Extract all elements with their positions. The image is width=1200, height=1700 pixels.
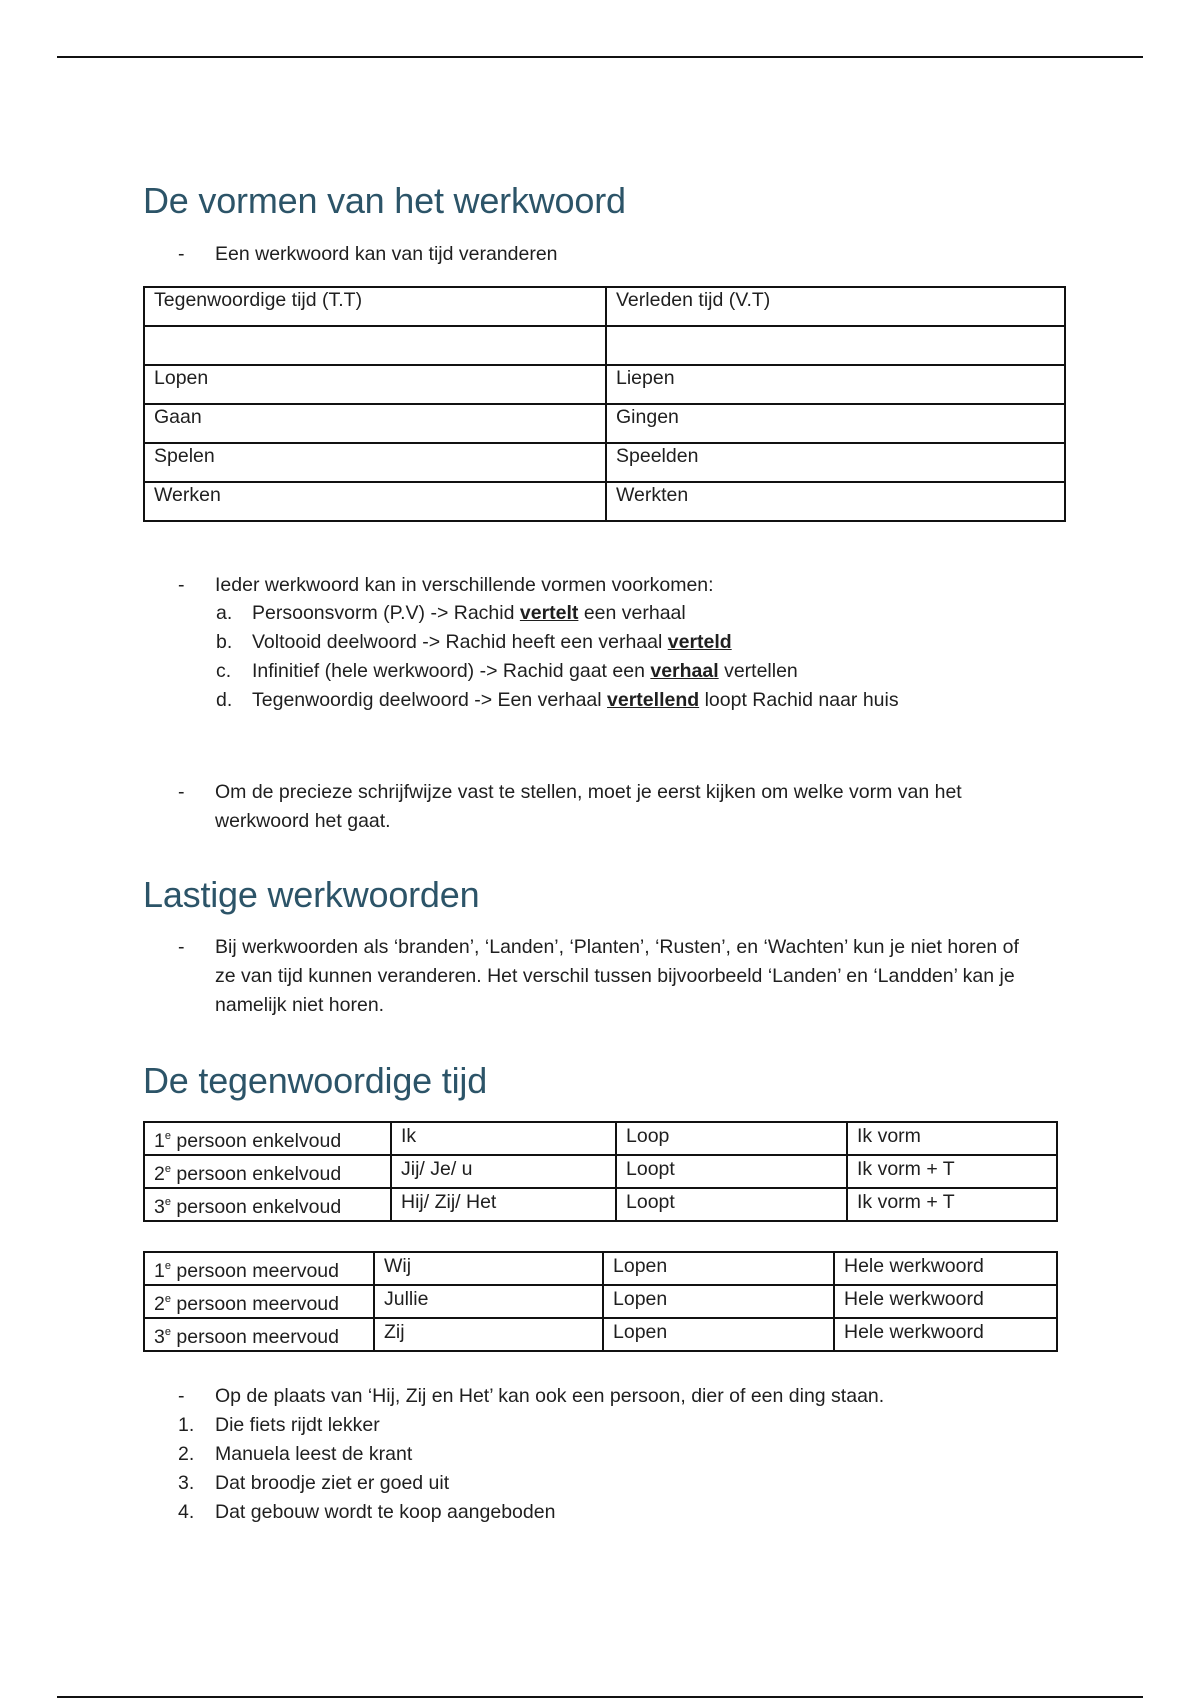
table-cell: Lopen — [144, 365, 606, 404]
person-ord: e — [164, 1293, 171, 1305]
pronoun-cell: Ik — [391, 1122, 616, 1155]
form-text — [252, 628, 732, 657]
table-cell: Liepen — [606, 365, 1065, 404]
form-post: een verhaal — [578, 602, 686, 624]
person-label: persoon enkelvoud — [170, 1196, 342, 1218]
person-label: persoon meervoud — [170, 1326, 340, 1348]
form-bold: verteld — [667, 631, 732, 653]
pronoun-cell: Wij — [374, 1252, 603, 1285]
list-letter: a. — [216, 602, 233, 624]
person-label: persoon meervoud — [170, 1260, 340, 1282]
table-cell: Werken — [144, 482, 606, 521]
bullet-text: Om de precieze schrijfwijze vast te stellen, moet je eerst kijken om welke vorm van het werkwoord het gaat. — [215, 781, 962, 832]
plural-table — [143, 1251, 1058, 1352]
form-post: vertellen — [718, 660, 798, 682]
form-text — [252, 657, 798, 686]
person-num: 1 — [154, 1130, 165, 1152]
table-cell: Werkten — [606, 482, 1065, 521]
rule-cell: Hele werkwoord — [834, 1285, 1057, 1318]
person-label: persoon meervoud — [170, 1293, 340, 1315]
heading-vormen: De vormen van het werkwoord — [143, 180, 626, 221]
example-text: Manuela leest de krant — [215, 1443, 413, 1465]
table-cell — [144, 326, 606, 365]
verb-cell: Lopen — [603, 1285, 834, 1318]
table-row — [144, 404, 1065, 443]
form-post: loopt Rachid naar huis — [699, 689, 899, 711]
example-text: Dat gebouw wordt te koop aangeboden — [215, 1501, 556, 1523]
bullet-text: Bij werkwoorden als ‘branden’, ‘Landen’, ‘Planten’, ‘Rusten’, en ‘Wachten’ kun je niet horen of ze van tijd kunnen veranderen. Het verschil tussen bijvoorbeeld ‘Landen’ en ‘Landden’ kan je namelijk niet horen. — [215, 936, 1019, 1016]
table-row — [144, 1285, 1057, 1318]
table-row — [144, 1318, 1057, 1351]
list-number: 2. — [178, 1443, 195, 1465]
person-ord: e — [164, 1163, 171, 1175]
form-bold: vertelt — [519, 602, 579, 624]
heading-tegenwoordige: De tegenwoordige tijd — [143, 1060, 488, 1101]
bullet-dash: - — [178, 1385, 185, 1407]
form-text — [252, 686, 899, 715]
person-num: 2 — [154, 1163, 165, 1185]
table-header-row — [144, 287, 1065, 326]
person-cell — [144, 1285, 374, 1318]
heading-lastige: Lastige werkwoorden — [143, 874, 480, 915]
table-row — [144, 1252, 1057, 1285]
form-pre: Voltooid deelwoord -> Rachid heeft een verhaal — [252, 631, 668, 653]
list-number: 4. — [178, 1501, 195, 1523]
person-num: 1 — [154, 1260, 165, 1282]
table-cell — [606, 326, 1065, 365]
pronoun-cell: Jij/ Je/ u — [391, 1155, 616, 1188]
person-cell — [144, 1122, 391, 1155]
form-bold: vertellend — [607, 689, 700, 711]
person-num: 2 — [154, 1293, 165, 1315]
person-ord: e — [164, 1326, 171, 1338]
pronoun-cell: Jullie — [374, 1285, 603, 1318]
table-row — [144, 1188, 1057, 1221]
person-num: 3 — [154, 1326, 165, 1348]
bullet-dash: - — [178, 781, 185, 803]
verb-cell: Loopt — [616, 1188, 847, 1221]
bullet-text: Ieder werkwoord kan in verschillende vormen voorkomen: — [215, 574, 714, 596]
verb-cell: Lopen — [603, 1252, 834, 1285]
person-label: persoon enkelvoud — [170, 1163, 342, 1185]
example-text: Die fiets rijdt lekker — [215, 1414, 380, 1436]
form-bold: verhaal — [650, 660, 719, 682]
bullet-dash: - — [178, 574, 185, 596]
person-ord: e — [164, 1130, 171, 1142]
person-cell — [144, 1188, 391, 1221]
pronoun-cell: Zij — [374, 1318, 603, 1351]
table-row — [144, 326, 1065, 365]
table-cell: Gaan — [144, 404, 606, 443]
table-cell: Gingen — [606, 404, 1065, 443]
bullet-text: Op de plaats van ‘Hij, Zij en Het’ kan ook een persoon, dier of een ding staan. — [215, 1385, 885, 1407]
list-letter: d. — [216, 689, 233, 711]
table-cell: Spelen — [144, 443, 606, 482]
rule-cell: Ik vorm — [847, 1122, 1057, 1155]
pronoun-cell: Hij/ Zij/ Het — [391, 1188, 616, 1221]
person-cell — [144, 1318, 374, 1351]
person-ord: e — [164, 1196, 171, 1208]
table-row — [144, 482, 1065, 521]
table-row — [144, 443, 1065, 482]
table-row — [144, 1155, 1057, 1188]
list-letter: c. — [216, 660, 232, 682]
person-label: persoon enkelvoud — [170, 1130, 342, 1152]
rule-cell: Hele werkwoord — [834, 1252, 1057, 1285]
example-text: Dat broodje ziet er goed uit — [215, 1472, 450, 1494]
list-number: 3. — [178, 1472, 195, 1494]
rule-cell: Ik vorm + T — [847, 1155, 1057, 1188]
bullet-text: Een werkwoord kan van tijd veranderen — [215, 243, 558, 265]
form-pre: Tegenwoordig deelwoord -> Een verhaal — [252, 689, 608, 711]
bullet-dash: - — [178, 936, 185, 958]
tense-table — [143, 286, 1066, 522]
form-pre: Infinitief (hele werkwoord) -> Rachid gaat een — [252, 660, 651, 682]
table-header-cell: Verleden tijd (V.T) — [606, 287, 1065, 326]
list-letter: b. — [216, 631, 233, 653]
form-text — [252, 599, 686, 628]
rule-cell: Hele werkwoord — [834, 1318, 1057, 1351]
rule-cell: Ik vorm + T — [847, 1188, 1057, 1221]
table-row — [144, 1122, 1057, 1155]
person-num: 3 — [154, 1196, 165, 1218]
table-cell: Speelden — [606, 443, 1065, 482]
verb-cell: Loopt — [616, 1155, 847, 1188]
person-cell — [144, 1155, 391, 1188]
table-header-cell: Tegenwoordige tijd (T.T) — [144, 287, 606, 326]
singular-table — [143, 1121, 1058, 1222]
verb-cell: Loop — [616, 1122, 847, 1155]
form-pre: Persoonsvorm (P.V) -> Rachid — [252, 602, 520, 624]
table-row — [144, 365, 1065, 404]
person-cell — [144, 1252, 374, 1285]
list-number: 1. — [178, 1414, 195, 1436]
bullet-dash: - — [178, 243, 185, 265]
person-ord: e — [164, 1260, 171, 1272]
verb-cell: Lopen — [603, 1318, 834, 1351]
